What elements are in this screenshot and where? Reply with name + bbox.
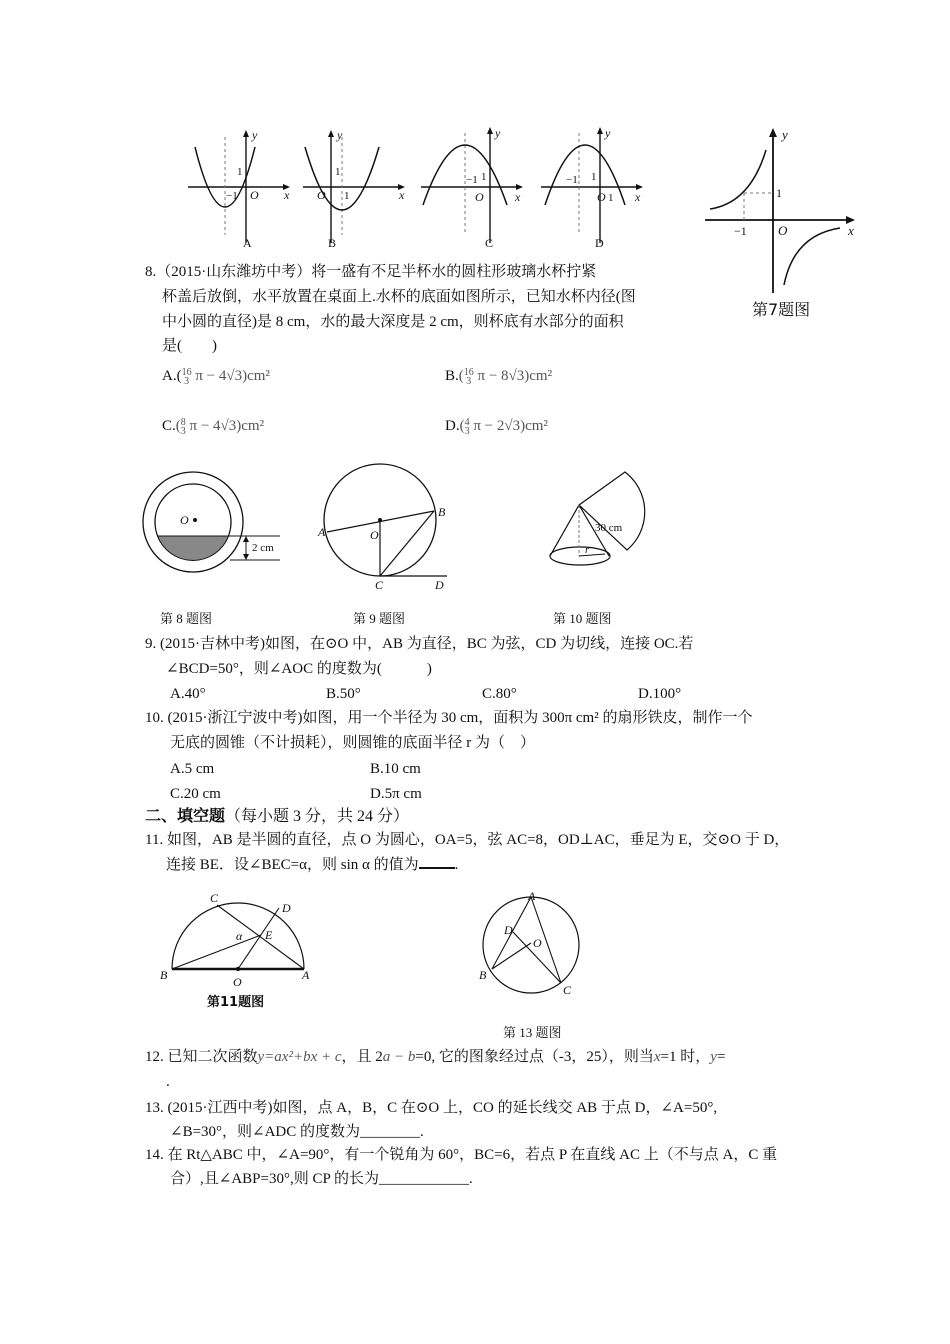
q11-stem-2: 连接 BE．设∠BEC=α，则 sin α 的值为 . xyxy=(166,853,458,875)
svg-text:r: r xyxy=(585,544,590,556)
svg-text:y: y xyxy=(495,126,501,140)
svg-text:C: C xyxy=(210,891,219,905)
q10-stem-2: 无底的圆锥（不计损耗），则圆锥的底面半径 r 为（ ） xyxy=(170,735,535,751)
svg-text:O: O xyxy=(778,223,788,238)
q13-stem-2: ∠B=30°，则∠ADC 的度数为________. xyxy=(170,1124,424,1140)
svg-text:O: O xyxy=(233,975,242,989)
figure-11-caption: 第11题图 xyxy=(207,995,265,1010)
svg-text:−1: −1 xyxy=(226,190,238,202)
q9-option-b: B.50° xyxy=(326,686,361,702)
svg-text:O: O xyxy=(250,188,259,202)
q10-option-a: A.5 cm xyxy=(170,761,215,777)
q8-option-b: B.(16 3 π − 8√3)cm² xyxy=(445,366,553,387)
svg-text:1: 1 xyxy=(776,186,782,200)
svg-text:D: D xyxy=(504,923,513,937)
q13-stem-1: 13. (2015·江西中考)如图，点 A，B，C 在⊙O 上，CO 的延长线交 AB 于点 D，∠A=50°, xyxy=(145,1100,718,1116)
figure-8 xyxy=(140,470,290,580)
q10-stem-1: 10. (2015·浙江宁波中考)如图，用一个半径为 30 cm，面积为 300π cm² 的扇形铁皮，制作一个 xyxy=(145,710,753,726)
svg-text:y: y xyxy=(252,128,258,142)
figure-7 xyxy=(700,125,870,325)
svg-text:1: 1 xyxy=(335,166,341,178)
section-2-title: 二、填空题 xyxy=(145,806,226,825)
q10-option-c: C.20 cm xyxy=(170,786,221,802)
svg-text:A: A xyxy=(318,525,326,539)
q9-option-a: A.40° xyxy=(170,686,206,702)
q14-stem-1: 14. 在 Rt△ABC 中，∠A=90°，有一个锐角为 60°，BC=6，若点 P 在直线 AC 上（不与点 A，C 重 xyxy=(145,1147,778,1163)
figure-7-caption: 第7题图 xyxy=(752,300,811,319)
figure-13 xyxy=(475,890,595,1005)
svg-text:1: 1 xyxy=(237,166,243,178)
graph-option-d-label: D xyxy=(595,236,604,250)
q9-option-d: D.100° xyxy=(638,686,682,702)
svg-text:B: B xyxy=(479,968,487,982)
figure-9-caption: 第 9 题图 xyxy=(353,611,406,626)
graph-option-c-label: C xyxy=(485,236,494,250)
graph-option-c xyxy=(415,125,535,250)
q11-stem-1: 11. 如图，AB 是半圆的直径，点 O 为圆心，OA=5，弦 AC=8，OD⊥AC，垂足为 E，交⊙O 于 D， xyxy=(145,832,790,848)
section-2-note: （每小题 3 分，共 24 分） xyxy=(225,808,410,825)
svg-text:y: y xyxy=(337,128,343,142)
svg-text:2 cm: 2 cm xyxy=(252,542,274,554)
q8-option-d: D.(4 3 π − 2√3)cm² xyxy=(445,416,548,437)
svg-text:x: x xyxy=(284,188,290,202)
figure-13-caption: 第 13 题图 xyxy=(503,1025,562,1040)
svg-text:O: O xyxy=(475,190,484,204)
svg-text:B: B xyxy=(160,968,168,982)
q12-stem-1: 12. 已知二次函数y=ax²+bx + c，且 2a − b=0, 它的图象经过点（-3，25），则当x=1 时，y= xyxy=(145,1049,726,1065)
q8-stem-1: 8.（2015·山东潍坊中考）将一盛有不足半杯水的圆柱形玻璃水杯拧紧 xyxy=(145,264,597,280)
figure-8-caption: 第 8 题图 xyxy=(160,611,213,626)
q10-option-b: B.10 cm xyxy=(370,761,421,777)
svg-text:1: 1 xyxy=(481,171,487,183)
svg-text:y: y xyxy=(782,127,788,142)
q10-option-d: D.5π cm xyxy=(370,786,422,802)
svg-text:1: 1 xyxy=(608,192,614,204)
svg-text:O: O xyxy=(533,936,542,950)
q12-stem-2: . xyxy=(166,1074,170,1090)
q8-option-a: A.(16 3 π − 4√3)cm² xyxy=(162,366,270,387)
svg-text:x: x xyxy=(848,223,854,238)
q14-stem-2: 合）,且∠ABP=30°,则 CP 的长为____________. xyxy=(170,1171,473,1187)
svg-text:1: 1 xyxy=(344,190,350,202)
svg-text:E: E xyxy=(265,928,273,942)
svg-text:y: y xyxy=(605,126,611,140)
svg-text:x: x xyxy=(635,190,641,204)
svg-text:x: x xyxy=(515,190,521,204)
q8-stem-2: 杯盖后放倒，水平放置在桌面上.水杯的底面如图所示，已知水杯内径(图 xyxy=(162,289,636,305)
graph-option-a-label: A xyxy=(243,236,252,250)
svg-text:B: B xyxy=(438,505,446,519)
svg-text:C: C xyxy=(375,578,384,592)
graph-option-a xyxy=(180,125,300,250)
svg-text:O: O xyxy=(180,513,189,527)
q8-stem-4: 是( ) xyxy=(162,338,217,354)
q11-answer-blank[interactable] xyxy=(419,853,455,869)
svg-text:O: O xyxy=(597,190,606,204)
svg-text:O: O xyxy=(370,528,379,542)
svg-text:−1: −1 xyxy=(466,174,478,186)
svg-text:α: α xyxy=(236,929,243,943)
svg-text:A: A xyxy=(302,968,310,982)
figure-10 xyxy=(545,468,675,578)
svg-text:−1: −1 xyxy=(734,224,747,238)
svg-text:C: C xyxy=(563,983,572,997)
q8-option-c: C.(8 3 π − 4√3)cm² xyxy=(162,416,265,437)
q9-stem-1: 9. (2015·吉林中考)如图，在⊙O 中，AB 为直径，BC 为弦，CD 为切线，连接 OC.若 xyxy=(145,636,694,652)
svg-text:−1: −1 xyxy=(566,174,578,186)
svg-text:x: x xyxy=(399,188,405,202)
svg-text:O: O xyxy=(317,188,326,202)
graph-option-b-label: B xyxy=(328,236,337,250)
svg-text:D: D xyxy=(435,578,444,592)
svg-text:1: 1 xyxy=(591,171,597,183)
graph-option-b xyxy=(295,125,415,250)
q9-stem-2: ∠BCD=50°，则∠AOC 的度数为( ) xyxy=(166,661,432,677)
svg-text:30 cm: 30 cm xyxy=(595,522,623,534)
figure-9 xyxy=(315,465,465,595)
graph-option-d xyxy=(535,125,655,250)
svg-text:A: A xyxy=(528,889,536,903)
q8-stem-3: 中小圆的直径)是 8 cm，水的最大深度是 2 cm，则杯底有水部分的面积 xyxy=(162,314,624,330)
figure-10-caption: 第 10 题图 xyxy=(553,611,612,626)
q9-option-c: C.80° xyxy=(482,686,517,702)
section-2-heading xyxy=(145,806,409,827)
svg-text:D: D xyxy=(282,901,291,915)
